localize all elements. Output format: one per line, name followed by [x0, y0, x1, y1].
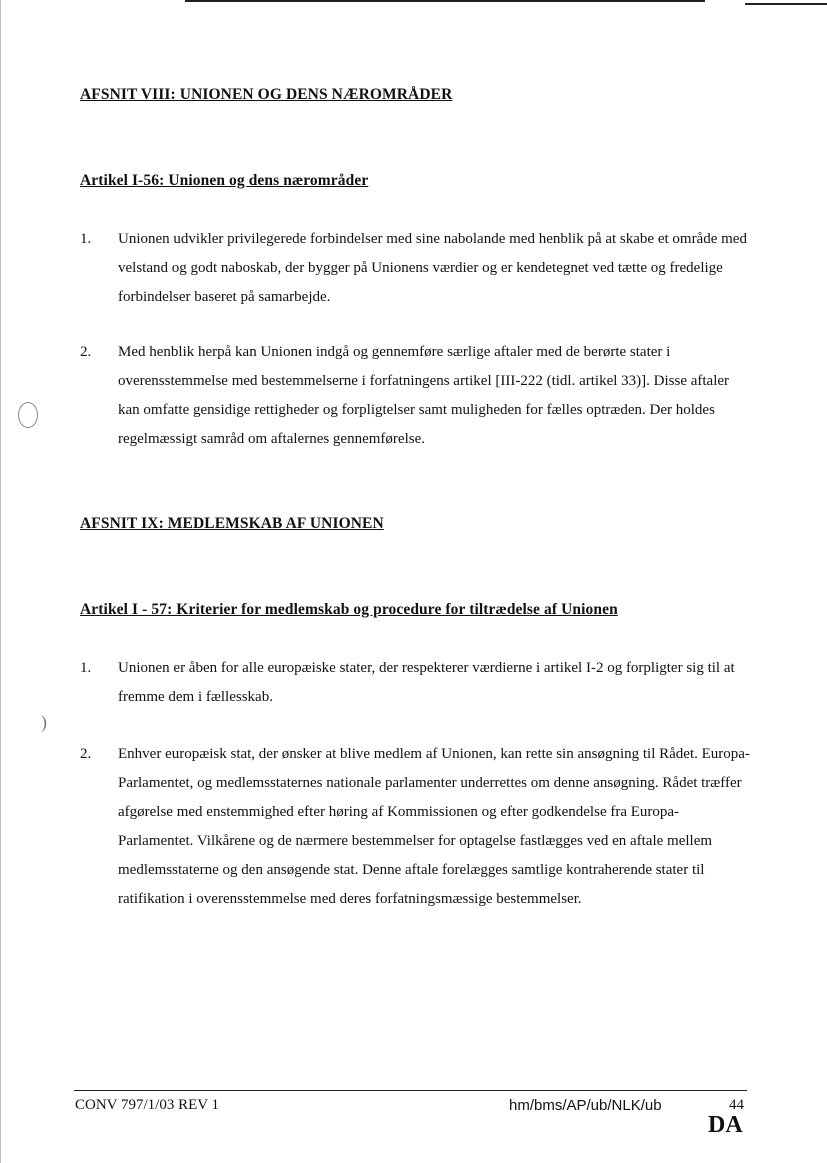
paragraph-text: Enhver europæisk stat, der ønsker at blive medlem af Unionen, kan rette sin ansøgning til Rådet. Europa-Parlamentet, og medlemsstaternes nationale parlamenter underrettes om denne ansøgning. Rådet træffer afgørelse med enstemmighed efter høring af Kommissionen og efter godkendelse fra Europa-Parlamentet. Vilkårene og de nærmere bestemmelser for optagelse fastlægges ved en aftale mellem medlemsstaterne og den ansøgende stat. Denne aftale forelægges samtlige kontraherende stater til ratifikation i overensstemmelse med deres forfatningsmæssige bestemmelser.: [118, 746, 750, 907]
paragraph-i-56-1: [80, 225, 750, 312]
punch-hole-mark: [18, 402, 38, 428]
paragraph-number: 2.: [80, 344, 92, 360]
article-title-i-56: Artikel I-56: Unionen og dens nærområder: [80, 172, 369, 189]
top-rule: [185, 0, 705, 2]
section-heading-ix: AFSNIT IX: MEDLEMSKAB AF UNIONEN: [80, 515, 384, 532]
scan-mark: ): [41, 712, 47, 732]
paragraph-i-57-1: [80, 654, 750, 712]
footer-page-number: 44: [729, 1097, 744, 1113]
footer-language-code: DA: [708, 1112, 743, 1138]
paragraph-text: Unionen udvikler privilegerede forbindelser med sine nabolande med henblik på at skabe et område med velstand og godt naboskab, der bygger på Unionens værdier og er kendetegnet ved tætte og fredelige forbindelser baseret på samarbejde.: [118, 231, 747, 305]
paragraph-text: Unionen er åben for alle europæiske stater, der respekterer værdierne i artikel I-2 og forpligter sig til at fremme dem i fællesskab.: [118, 660, 735, 705]
paragraph-number: 1.: [80, 231, 92, 247]
paragraph-i-56-2: [80, 338, 750, 454]
paragraph-i-57-2: [80, 740, 750, 914]
footer-reference: hm/bms/AP/ub/NLK/ub: [509, 1097, 662, 1114]
article-title-i-57: Artikel I - 57: Kriterier for medlemskab og procedure for tiltrædelse af Unionen: [80, 601, 618, 618]
left-scan-edge: [0, 0, 1, 1163]
section-heading-viii: AFSNIT VIII: UNIONEN OG DENS NÆROMRÅDER: [80, 86, 453, 103]
footer-rule: [74, 1090, 747, 1091]
top-rule-right: [745, 3, 827, 5]
paragraph-text: Med henblik herpå kan Unionen indgå og gennemføre særlige aftaler med de berørte stater i overensstemmelse med bestemmelserne i forfatningens artikel [III-222 (tidl. artikel 33)]. Disse aftaler kan omfatte gensidige rettigheder og forpligtelser samt muligheden for fælles optræden. Der holdes regelmæssigt samråd om aftalernes gennemførelse.: [118, 344, 730, 447]
footer-doc-id: CONV 797/1/03 REV 1: [75, 1097, 220, 1113]
paragraph-number: 2.: [80, 746, 92, 762]
paragraph-number: 1.: [80, 660, 92, 676]
